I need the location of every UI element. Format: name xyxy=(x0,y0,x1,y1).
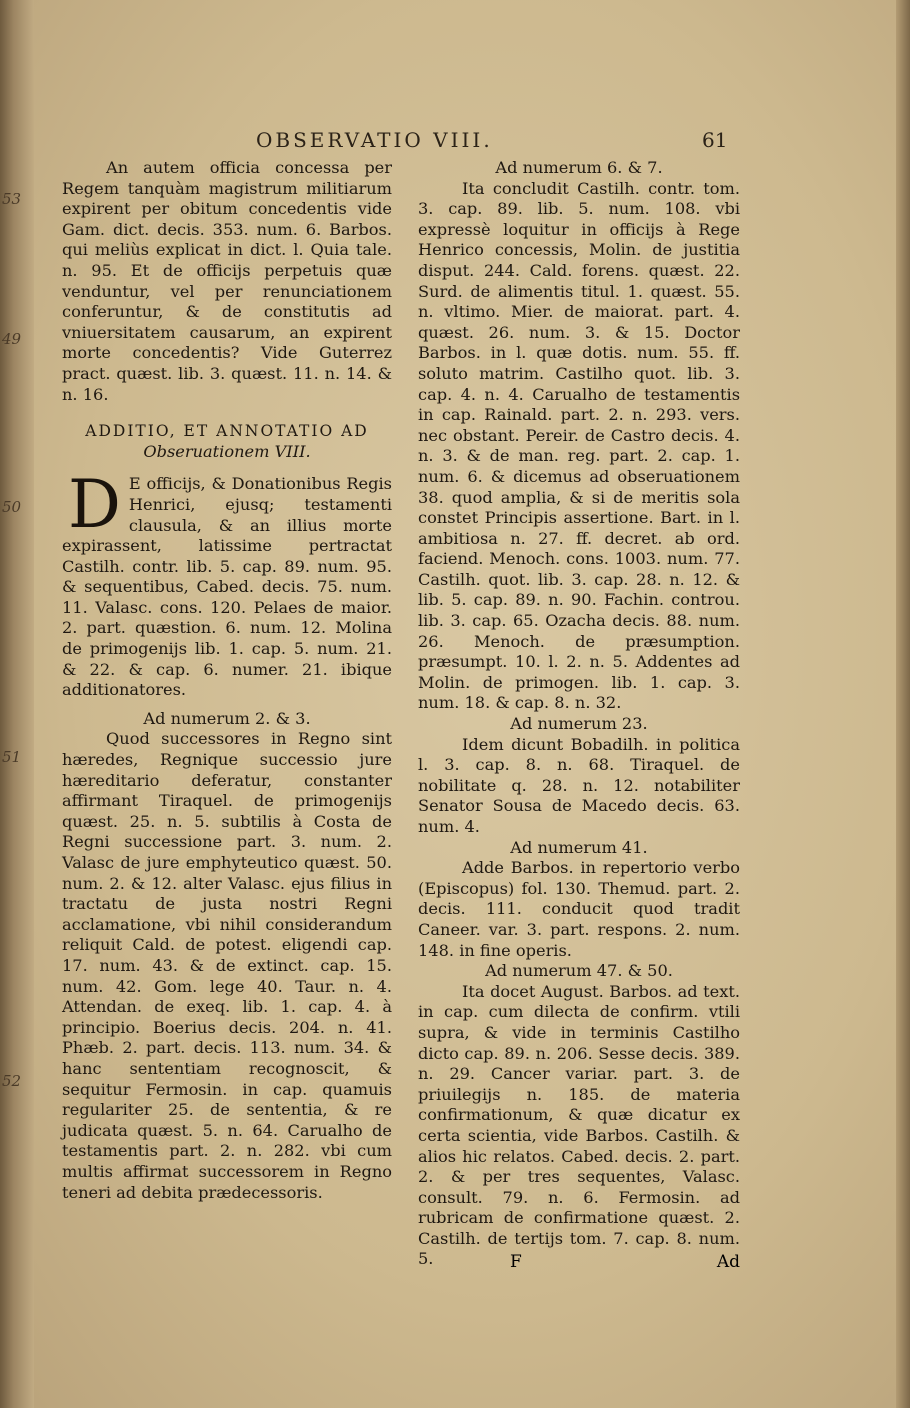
drop-capital: D xyxy=(68,466,121,544)
section-heading: ADDITIO, ET ANNOTATIO AD xyxy=(85,422,369,441)
reference-heading: Ad numerum 41. xyxy=(510,837,648,857)
margin-number: 49 xyxy=(2,330,22,348)
paragraph-text: E officijs, & Donationibus Regis Henrici, ejusq; testamenti clausula, & an illius morte expirassent, latissime pertractat Castilh. contr. lib. 5. cap. 89. num. 95. & sequentibus, Cabed. decis. 75. num. 11. Valasc. cons. 120. Pelaes de maior. 2. part. quæstion. 6. num. 12. Molina de primogenijs lib. 1. cap. 5. num. 21. & 22. & cap. 6. numer. 21. ibique additionatores. xyxy=(62,474,392,700)
running-header xyxy=(256,128,856,156)
running-title: OBSERVATIO VIII. xyxy=(256,128,493,152)
paragraph xyxy=(62,466,392,701)
signature-mark: F xyxy=(510,1252,522,1272)
left-column xyxy=(62,158,392,1203)
margin-number: 50 xyxy=(2,498,22,516)
margin-number: 51 xyxy=(2,748,22,766)
reference-heading: Ad numerum 6. & 7. xyxy=(495,158,663,177)
margin-number: 52 xyxy=(2,1072,22,1090)
paragraph: Ita concludit Castilh. contr. tom. 3. cap. 89. lib. 5. num. 108. vbi expressè loquitur in officijs à Rege Henrico concessis, Molin. de justitia disput. 244. Cald. forens. quæst. 22. Surd. de alimentis titul. 1. quæst. 55. n. vltimo. Mier. de maiorat. part. 4. quæst. 26. num. 3. & 15. Doctor Barbos. in l. quæ dotis. num. 55. ff. soluto matrim. Castilho quot. lib. 3. cap. 4. n. 4. Carualho de testamentis in cap. Rainald. part. 2. n. 293. vers. nec obstant. Pereir. de Castro decis. 4. n. 3. & de man. reg. part. 2. cap. 1. num. 6. & dicemus ad obseruationem 38. quod amplia, & si de meritis sola constet Principis assertione. Bart. in l. ambitiosa n. 27. ff. decret. ab ord. faciend. Menoch. cons. 1003. num. 77. Castilh. quot. lib. 3. cap. 28. n. 12. & lib. 5. cap. 89. n. 90. Fachin. controu. lib. 3. cap. 65. Ozacha decis. 88. num. 26. Menoch. de præsumption. præsumpt. 10. l. 2. n. 5. Addentes ad Molin. de primogen. lib. 1. cap. 3. num. 18. & cap. 8. n. 32. xyxy=(418,178,740,713)
page-edge xyxy=(896,0,910,1408)
observation-text: An autem officia concessa per Regem tanquàm magistrum militiarum expirent per obitum concedentis vide Gam. dict. decis. 353. num. 6. Barbos. qui meliùs explicat in dict. l. Quia tale. n. 95. Et de officijs perpetuis quæ venduntur, vel per renunciationem conferuntur, & de constitutis ad vniuersitatem causarum, an expirent morte concedentis? Vide Guterrez pract. quæst. lib. 3. quæst. 11. n. 14. & n. 16. xyxy=(62,158,392,404)
page-gutter xyxy=(0,0,34,1408)
paragraph: Idem dicunt Bobadilh. in politica l. 3. cap. 8. n. 68. Tiraquel. de nobilitate q. 28. n. 12. notabiliter Senator Sousa de Macedo decis. 63. num. 4. xyxy=(418,734,740,836)
page-number: 61 xyxy=(702,128,728,152)
paragraph: Adde Barbos. in repertorio verbo (Episcopus) fol. 130. Themud. part. 2. decis. 111. conducit quod tradit Caneer. var. 3. part. respons. 2. num. 148. in fine operis. xyxy=(418,858,740,960)
margin-number: 53 xyxy=(2,190,22,208)
right-column xyxy=(418,158,740,1270)
catchword: Ad xyxy=(716,1252,740,1272)
reference-heading: Ad numerum 2. & 3. xyxy=(143,708,311,728)
reference-heading: Ad numerum 23. xyxy=(510,714,648,734)
section-subheading: Obseruationem VIII. xyxy=(143,441,311,461)
paragraph: Ita docet August. Barbos. ad text. in cap. cum dilecta de confirm. vtili supra, & vide in terminis Castilho dicto cap. 89. n. 206. Sesse decis. 389. n. 29. Cancer variar. part. 3. de priuilegijs n. 185. de materia confirmationum, & quæ dicatur ex certa scientia, vide Barbos. Castilh. & alios hic relatos. Cabed. decis. 2. part. 2. & per tres sequentes, Valasc. consult. 79. n. 6. Fermosin. ad rubricam de confirmatione quæst. 2. Castilh. de tertijs tom. 7. cap. 8. num. 5. xyxy=(418,981,740,1269)
page-footer xyxy=(418,1252,740,1276)
paragraph: Quod successores in Regno sint hæredes, Regnique successio jure hæreditario deferatur, constanter affirmant Tiraquel. de primogenijs quæst. 25. n. 5. subtilis à Costa de Regni successione part. 3. num. 2. Valasc de jure emphyteutico quæst. 50. num. 2. & 12. alter Valasc. ejus filius in tractatu de justa nostri Regni acclamatione, vbi nihil considerandum reliquit Cald. de potest. eligendi cap. 17. num. 43. & de extinct. cap. 15. num. 42. Gom. lege 40. Taur. n. 4. Attendan. de exeq. lib. 1. cap. 4. à principio. Boerius decis. 204. n. 41. Phæb. 2. part. decis. 113. num. 34. & hanc sententiam recognoscit, & sequitur Fermosin. in cap. quamuis regulariter 25. de sententia, & re judicata quæst. 5. n. 64. Carualho de testamentis part. 2. n. 282. vbi cum multis affirmat successorem in Regno teneri ad debita prædecessoris. xyxy=(62,729,392,1202)
reference-heading: Ad numerum 47. & 50. xyxy=(485,961,673,981)
